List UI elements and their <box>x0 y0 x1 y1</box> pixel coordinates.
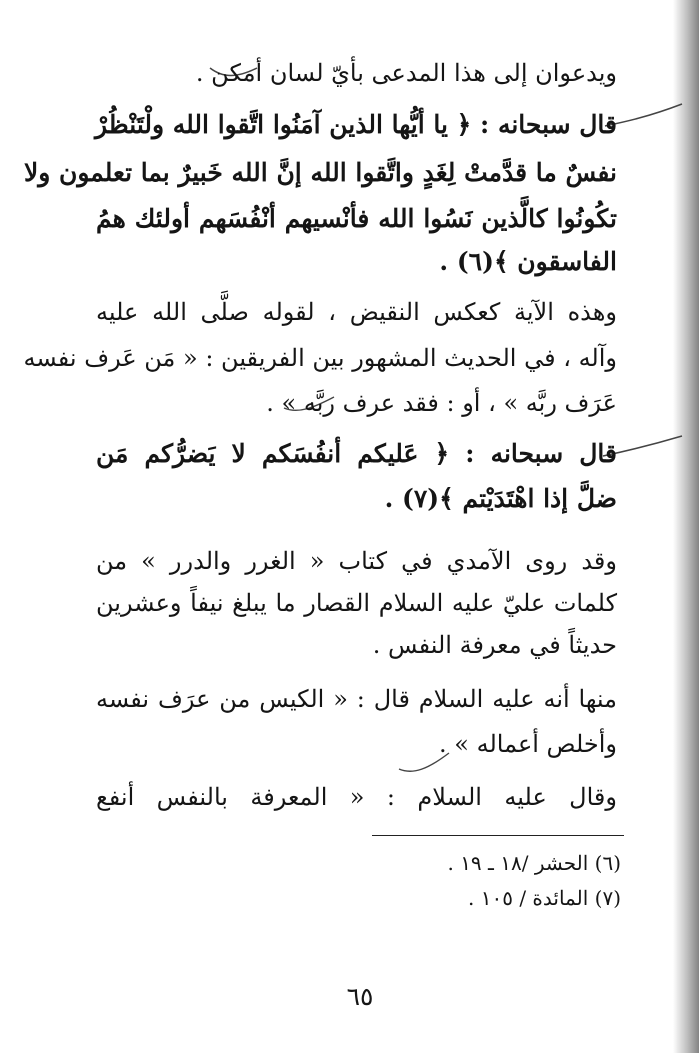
quran-verse-line: قال سبحانه : ﴿ يا أيُّها الذين آمَنُوا اتَّقوا الله ولْتَنْظُرْ <box>94 110 617 139</box>
text-line: وقد روى الآمدي في كتاب « الغرر والدرر » من <box>96 547 617 575</box>
quran-verse-line: الفاسقون ﴾(٦) . <box>439 247 617 276</box>
footnote: (٦) الحشر /١٨ ـ ١٩ . <box>447 851 621 875</box>
text-line: وآله ، في الحديث المشهور بين الفريقين : « مَن عَرف نفسه <box>23 344 617 372</box>
text-line: ويدعوان إلى هذا المدعى بأيّ لسان أمكن . <box>195 59 617 87</box>
quran-verse-line: تكُونُوا كالَّذين نَسُوا الله فأنْسيهم أنْفُسَهم أولئك همُ <box>96 204 617 233</box>
text-line: عَرَف ربَّه » ، أو : فقد عرف ربَّه » . <box>266 389 617 417</box>
page-edge-shadow <box>673 0 699 1053</box>
text-line: وهذه الآية كعكس النقيض ، لقوله صلَّى الله عليه <box>96 298 617 326</box>
text-line: وقال عليه السلام : « المعرفة بالنفس أنفع <box>96 783 617 811</box>
quran-verse-line: قال سبحانه : ﴿ عَليكم أنفُسَكم لا يَضرُّكم مَن <box>96 439 617 468</box>
text-line: وأخلص أعماله » . <box>439 730 617 758</box>
text-line: كلمات عليّ عليه السلام القصار ما يبلغ نيفاً وعشرين <box>96 589 617 617</box>
footnote: (٧) المائدة / ١٠٥ . <box>468 886 621 910</box>
quran-verse-line: ضلَّ إذا اهْتَدَيْتم ﴾(٧) . <box>384 484 617 513</box>
quran-verse-line: نفسٌ ما قدَّمتْ لِغَدٍ واتَّقوا الله إنَّ الله خَبيرٌ بما تعلمون ولا <box>23 158 617 187</box>
page-number: ٦٥ <box>346 982 374 1011</box>
text-line: حديثاً في معرفة النفس . <box>372 631 617 659</box>
footnote-separator <box>372 835 624 836</box>
text-line: منها أنه عليه السلام قال : « الكيس من عرَف نفسه <box>96 685 617 713</box>
